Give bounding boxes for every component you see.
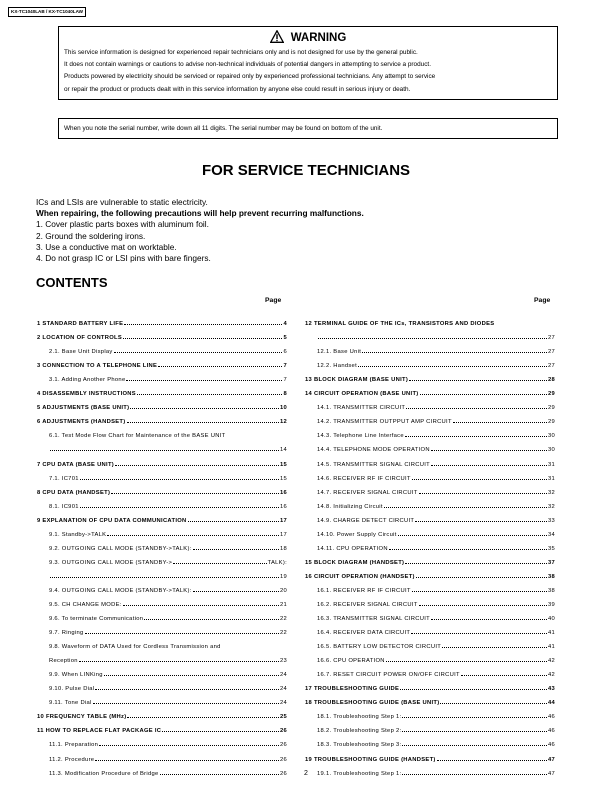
dot-leader [158,366,282,367]
toc-entry-title: 14.3. Telephone Line Interface [317,433,404,440]
toc-entry[interactable] [37,383,287,397]
toc-entry-title: 3 CONNECTION TO A TELEPHONE LINE [37,363,158,370]
toc-entry[interactable] [37,355,287,369]
toc-entry[interactable] [305,538,555,552]
toc-entry-title: 16.1. RECEIVER RF IF CIRCUIT [317,587,411,594]
dot-leader [126,380,282,381]
toc-entry[interactable] [37,313,287,327]
toc-entry[interactable] [305,678,555,692]
toc-entry[interactable] [305,580,555,594]
dot-leader [137,394,283,395]
toc-entry[interactable] [305,594,555,608]
toc-entry-title: 7.1. IC701 [49,475,79,482]
dot-leader [412,591,547,592]
toc-entry-page: 29 [547,419,555,426]
warning-line: Products powered by electricity should be serviced or repaired only by experienced professional technicians. Any attempt to service [64,73,436,81]
dot-leader [50,577,279,578]
dot-leader [398,535,547,536]
toc-entry-title: 2.1. Base Unit Display [49,349,113,356]
toc-entry[interactable] [37,678,287,692]
toc-entry[interactable] [305,734,555,748]
toc-entry-title: 9.2. OUTGOING CALL MODE (STANDBY->TALK): [49,545,192,552]
toc-entry-title: 9.3. OUTGOING CALL MODE (STANDBY-> [49,559,173,566]
toc-entry[interactable] [37,664,287,678]
toc-entry-page: 26 [279,728,287,735]
toc-entry[interactable] [37,468,287,482]
toc-entry[interactable] [37,734,287,748]
toc-entry-title: 12.2. Handset [317,363,357,370]
toc-entry-page: 15 [279,461,287,468]
toc-left-column [37,313,287,777]
warning-title: WARNING [290,32,347,44]
toc-entry-page: 24 [279,700,287,707]
toc-entry-title: 13 BLOCK DIAGRAM (BASE UNIT) [305,377,409,384]
dot-leader [124,324,282,325]
dot-leader [162,731,279,732]
toc-entry-page: 46 [547,728,555,735]
toc-entry-title: 14.4. TELEPHONE MODE OPERATION [317,447,430,454]
toc-entry-title: 14.2. TRANSMITTER OUTPPUT AMP CIRCUIT [317,419,452,426]
toc-entry-title: 14.5. TRANSMITTER SIGNAL CIRCUIT [317,461,430,468]
dot-leader [123,338,282,339]
dot-leader [419,493,547,494]
warning-line: It does not contain warnings or cautions to advise non-technical individuals of potential dangers in attempting to service a product. [64,61,431,69]
toc-entry[interactable] [305,439,555,453]
page-column-label-left: Page [265,297,282,304]
dot-leader [409,380,547,381]
dot-leader [95,689,279,690]
toc-entry[interactable] [37,720,287,734]
static-precautions [36,197,364,264]
toc-entry-page: 29 [547,391,555,398]
dot-leader [114,352,283,353]
dot-leader [127,422,279,423]
toc-entry[interactable] [305,720,555,734]
toc-entry[interactable] [305,496,555,510]
warning-text [64,47,435,96]
toc-entry[interactable] [37,397,287,411]
toc-entry-page: 22 [279,616,287,623]
page-number: 2 [304,770,308,777]
toc-entry-page: 26 [279,742,287,749]
toc-entry[interactable] [37,327,287,341]
toc-entry-title: 3.1. Adding Another Phone [49,377,126,384]
toc-entry[interactable] [37,453,287,467]
toc-entry[interactable] [305,692,555,706]
toc-entry[interactable] [37,594,287,608]
toc-entry-title: 10 FREQUENCY TABLE (MHz) [37,714,127,721]
dot-leader [104,675,279,676]
toc-entry-page: 47 [547,770,555,777]
toc-entry-page: 31 [547,461,555,468]
toc-entry-page: 22 [279,630,287,637]
toc-entry[interactable] [305,636,555,650]
toc-entry-page: 12 [279,419,287,426]
toc-entry-title: 14.7. RECEIVER SIGNAL CIRCUIT [317,489,418,496]
toc-entry[interactable] [37,482,287,496]
toc-entry[interactable] [305,552,555,566]
toc-entry-title: 12.1. Base Unit [317,349,362,356]
dot-leader [406,408,547,409]
toc-entry-title: 16.2. RECEIVER SIGNAL CIRCUIT [317,601,418,608]
toc-entry-page: 29 [547,405,555,412]
toc-entry[interactable] [37,608,287,622]
toc-entry-page: 42 [547,658,555,665]
dot-leader [95,760,279,761]
toc-entry-title: 11.1. Preparation [49,742,99,749]
toc-entry[interactable] [37,566,287,580]
dot-leader [402,731,547,732]
dot-leader [442,647,547,648]
precaution-item: 2. Ground the soldering irons. [36,230,146,241]
toc-entry-title: 9.4. OUTGOING CALL MODE (STANDBY->TALK): [49,587,192,594]
toc-entry[interactable] [305,313,555,327]
toc-entry-title: 9.5. CH CHANGE MODE: [49,601,122,608]
toc-entry-page: 27 [547,349,555,356]
toc-entry[interactable] [305,411,555,425]
dot-leader [437,760,547,761]
toc-entry-page: 6 [283,349,287,356]
warning-line: This service information is designed for experienced repair technicians only and is not designed for use by the general public. [64,49,418,56]
toc-entry-page: 34 [547,531,555,538]
dot-leader [384,507,547,508]
toc-entry-title: 9 EXPLANATION OF CPU DATA COMMUNICATION [37,517,187,524]
toc-entry[interactable] [37,510,287,524]
toc-entry-page: 39 [547,601,555,608]
dot-leader [318,338,547,339]
toc-entry[interactable] [37,580,287,594]
dot-leader [144,619,279,620]
dot-leader [431,619,547,620]
toc-entry[interactable] [305,622,555,636]
toc-entry-page: 44 [547,700,555,707]
dot-leader [130,408,279,409]
toc-entry-title: 9.10. Pulse Dial [49,686,95,693]
toc-entry-title: 15 BLOCK DIAGRAM (HANDSET) [305,559,405,566]
model-header: KX-TC1040LAB / KX-TC1040LAW [8,7,86,17]
toc-entry-title: 19 TROUBLESHOOTING GUIDE (HANDSET) [305,756,436,763]
dot-leader [80,479,279,480]
toc-entry-title: 9.9. When LINKing [49,672,103,679]
toc-entry[interactable] [305,566,555,580]
toc-entry-page: 30 [547,447,555,454]
dot-leader [405,436,547,437]
toc-entry-title: 11.3. Modification Procedure of Bridge [49,770,159,777]
toc-entry-page: 23 [279,658,287,665]
dot-leader [400,689,547,690]
dot-leader [431,465,547,466]
toc-entry-title: 7 CPU DATA (BASE UNIT) [37,461,115,468]
dot-leader [173,563,266,564]
toc-entry-page: 21 [279,601,287,608]
toc-entry-title: 9.8. Waveform of DATA Used for Cordless Transmission and [49,644,221,651]
serial-number-note: When you note the serial number, write down all 11 digits. The serial number may be found on bottom of the unit. [58,118,558,139]
precaution-item: 1. Cover plastic parts boxes with aluminum foil. [36,219,209,230]
toc-entry-page: 20 [279,587,287,594]
dot-leader [123,605,279,606]
toc-entry[interactable] [37,636,287,650]
toc-right-column [305,313,555,777]
toc-entry-page: 7 [283,363,287,370]
toc-entry-title: 1 STANDARD BATTERY LIFE [37,321,124,328]
toc-entry[interactable] [37,552,287,566]
dot-leader [93,703,279,704]
toc-entry-page: 40 [547,616,555,623]
toc-entry-page: 14 [279,447,287,454]
toc-entry-page: 30 [547,433,555,440]
toc-entry[interactable] [305,650,555,664]
toc-entry-title: 14.11. CPU OPERATION [317,545,388,552]
toc-entry[interactable] [305,453,555,467]
toc-entry[interactable] [37,538,287,552]
toc-entry[interactable] [37,692,287,706]
toc-entry[interactable] [37,411,287,425]
toc-entry-title: 8 CPU DATA (HANDSET) [37,489,111,496]
dot-leader [358,366,547,367]
toc-entry-title: 18.2. Troubleshooting Step 2: [317,728,402,735]
toc-entry-page: 24 [279,672,287,679]
toc-entry[interactable] [305,341,555,355]
toc-entry-title: 6 ADJUSTMENTS (HANDSET) [37,419,126,426]
toc-entry-page: 33 [547,517,555,524]
toc-entry[interactable] [37,622,287,636]
toc-entry-page: 28 [547,377,555,384]
toc-entry-page: 32 [547,489,555,496]
toc-entry[interactable] [37,706,287,720]
dot-leader [193,591,279,592]
dot-leader [453,422,547,423]
toc-entry-title: 5 ADJUSTMENTS (BASE UNIT) [37,405,130,412]
toc-entry[interactable] [305,510,555,524]
toc-entry[interactable] [305,524,555,538]
toc-entry-page: 16 [279,503,287,510]
toc-entry[interactable] [37,524,287,538]
toc-entry-page: 24 [279,686,287,693]
toc-entry[interactable] [305,327,555,341]
dot-leader [115,465,279,466]
toc-entry-page: 46 [547,714,555,721]
toc-entry-title: 18.3. Troubleshooting Step 3: [317,742,402,749]
warning-box [58,26,558,100]
toc-entry[interactable] [305,369,555,383]
toc-entry-title: 14.1. TRANSMITTER CIRCUIT [317,405,406,412]
static-warning-line: ICs and LSIs are vulnerable to static electricity. [36,197,208,207]
toc-entry-title: 9.1. Standby->TALK [49,531,107,538]
toc-entry-page: 26 [279,770,287,777]
toc-entry-title: 19.1. Troubleshooting Step 1: [317,770,402,777]
toc-entry-page: 38 [547,573,555,580]
toc-entry-title: 16 CIRCUIT OPERATION (HANDSET) [305,573,415,580]
toc-entry-page: 4 [283,321,287,328]
dot-leader [389,549,547,550]
toc-entry-page: 5 [283,335,287,342]
toc-entry-page: 47 [547,756,555,763]
toc-entry[interactable] [305,608,555,622]
dot-leader [416,577,547,578]
toc-entry-page: 8 [283,391,287,398]
toc-entry[interactable] [37,425,287,439]
dot-leader [50,450,279,451]
toc-entry-title: 12 TERMINAL GUIDE OF THE ICs, TRANSISTORS AND DIODES [305,321,495,328]
toc-entry-page: 41 [547,644,555,651]
dot-leader [127,717,279,718]
toc-entry-page: 25 [279,714,287,721]
dot-leader [85,633,279,634]
toc-entry-page: 26 [279,756,287,763]
toc-entry[interactable] [37,369,287,383]
toc-entry-page: 15 [279,475,287,482]
toc-entry-title: 16.3. TRANSMITTER SIGNAL CIRCUIT [317,616,430,623]
toc-entry-page: 27 [547,335,555,342]
dot-leader [79,661,279,662]
toc-entry-title: 9.6. To terminate Communication [49,616,144,623]
contents-title: CONTENTS [36,275,108,290]
dot-leader [402,745,547,746]
dot-leader [386,661,547,662]
toc-entry-page: 16 [279,489,287,496]
toc-entry-page: 17 [279,531,287,538]
page-column-label-right: Page [534,297,551,304]
toc-entry-title: 14.10. Power Supply Circuit [317,531,397,538]
dot-leader [111,493,279,494]
dot-leader [440,703,546,704]
toc-entry-title: 16.6. CPU OPERATION [317,658,385,665]
toc-entry-title: 14.6. RECEIVER RF IF CIRCUIT [317,475,411,482]
toc-entry-page: 10 [279,405,287,412]
dot-leader [193,549,279,550]
dot-leader [411,633,547,634]
toc-entry-title: 14 CIRCUIT OPERATION (BASE UNIT) [305,391,419,398]
service-title: FOR SERVICE TECHNICIANS [201,162,411,179]
toc-entry-title: 14.8. Initializing Circuit [317,503,383,510]
dot-leader [419,605,547,606]
toc-entry[interactable] [37,341,287,355]
toc-entry[interactable] [305,706,555,720]
dot-leader [415,521,547,522]
toc-entry-title: 8.1. IC901 [49,503,79,510]
dot-leader [362,352,547,353]
toc-entry-page: 31 [547,475,555,482]
toc-entry-page: 32 [547,503,555,510]
toc-entry[interactable] [305,355,555,369]
toc-entry-page: 41 [547,630,555,637]
toc-entry-page: 17 [279,517,287,524]
toc-entry[interactable] [305,482,555,496]
dot-leader [402,717,547,718]
toc-entry-title: 16.7. RESET CIRCUIT POWER ON/OFF CIRCUIT [317,672,460,679]
dot-leader [107,535,279,536]
toc-entry[interactable] [305,664,555,678]
toc-entry-page: 37 [547,559,555,566]
toc-entry-title: 11.2. Procedure [49,756,95,763]
precaution-item: 4. Do not grasp IC or LSI pins with bare fingers. [36,253,211,264]
dot-leader [188,521,279,522]
warning-line: or repair the product or products dealt with in this service information by anyone else could result in serious injury or death. [64,85,411,93]
toc-entry-title: 9.7. Ringing [49,630,84,637]
toc-entry[interactable] [37,496,287,510]
toc-entry[interactable] [305,468,555,482]
toc-entry-title: 6.1. Test Mode Flow Chart for Maintenance of the BASE UNIT [49,433,226,440]
dot-leader [80,507,279,508]
toc-entry-page: 42 [547,672,555,679]
toc-entry-title: 16.5. BATTERY LOW DETECTOR CIRCUIT [317,644,442,651]
toc-entry-page: 19 [279,573,287,580]
toc-entry-page: 7 [283,377,287,384]
dot-leader [99,745,279,746]
toc-entry[interactable] [305,748,555,762]
toc-entry[interactable] [305,397,555,411]
dot-leader [431,450,547,451]
toc-entry-page: 35 [547,545,555,552]
toc-entry-page: 46 [547,742,555,749]
toc-entry-title: 11 HOW TO REPLACE FLAT PACKAGE IC [37,728,162,735]
warning-icon [270,30,284,43]
toc-entry-title: 18.1. Troubleshooting Step 1: [317,714,402,721]
dot-leader [412,479,547,480]
toc-entry-page: 43 [547,686,555,693]
toc-entry[interactable] [37,650,287,664]
toc-entry-page: 18 [279,545,287,552]
toc-entry[interactable] [305,383,555,397]
toc-entry-title: 16.4. RECEIVER DATA CIRCUIT [317,630,411,637]
toc-entry-title: 14.9. CHARGE DETECT CIRCUIT [317,517,415,524]
toc-entry[interactable] [305,425,555,439]
dot-leader [405,563,547,564]
toc-entry-title: 17 TROUBLESHOOTING GUIDE [305,686,400,693]
warning-heading [59,30,557,44]
toc-entry-title: 18 TROUBLESHOOTING GUIDE (BASE UNIT) [305,700,440,707]
toc-entry-title: 4 DISASSEMBLY INSTRUCTIONS [37,391,136,398]
toc-entry-page: 38 [547,587,555,594]
dot-leader [420,394,547,395]
dot-leader [461,675,547,676]
toc-entry-title: 2 LOCATION OF CONTROLS [37,335,123,342]
toc-entry-page: 27 [547,363,555,370]
toc-entry-page: TALK): [267,559,287,566]
toc-entry[interactable] [37,748,287,762]
precaution-intro: When repairing, the following precautions will help prevent recurring malfunctions. [36,208,364,219]
precaution-item: 3. Use a conductive mat on worktable. [36,241,177,252]
toc-entry-title: 9.11. Tone Dial [49,700,92,707]
toc-entry-title: Reception [49,658,78,665]
toc-entry[interactable] [37,439,287,453]
